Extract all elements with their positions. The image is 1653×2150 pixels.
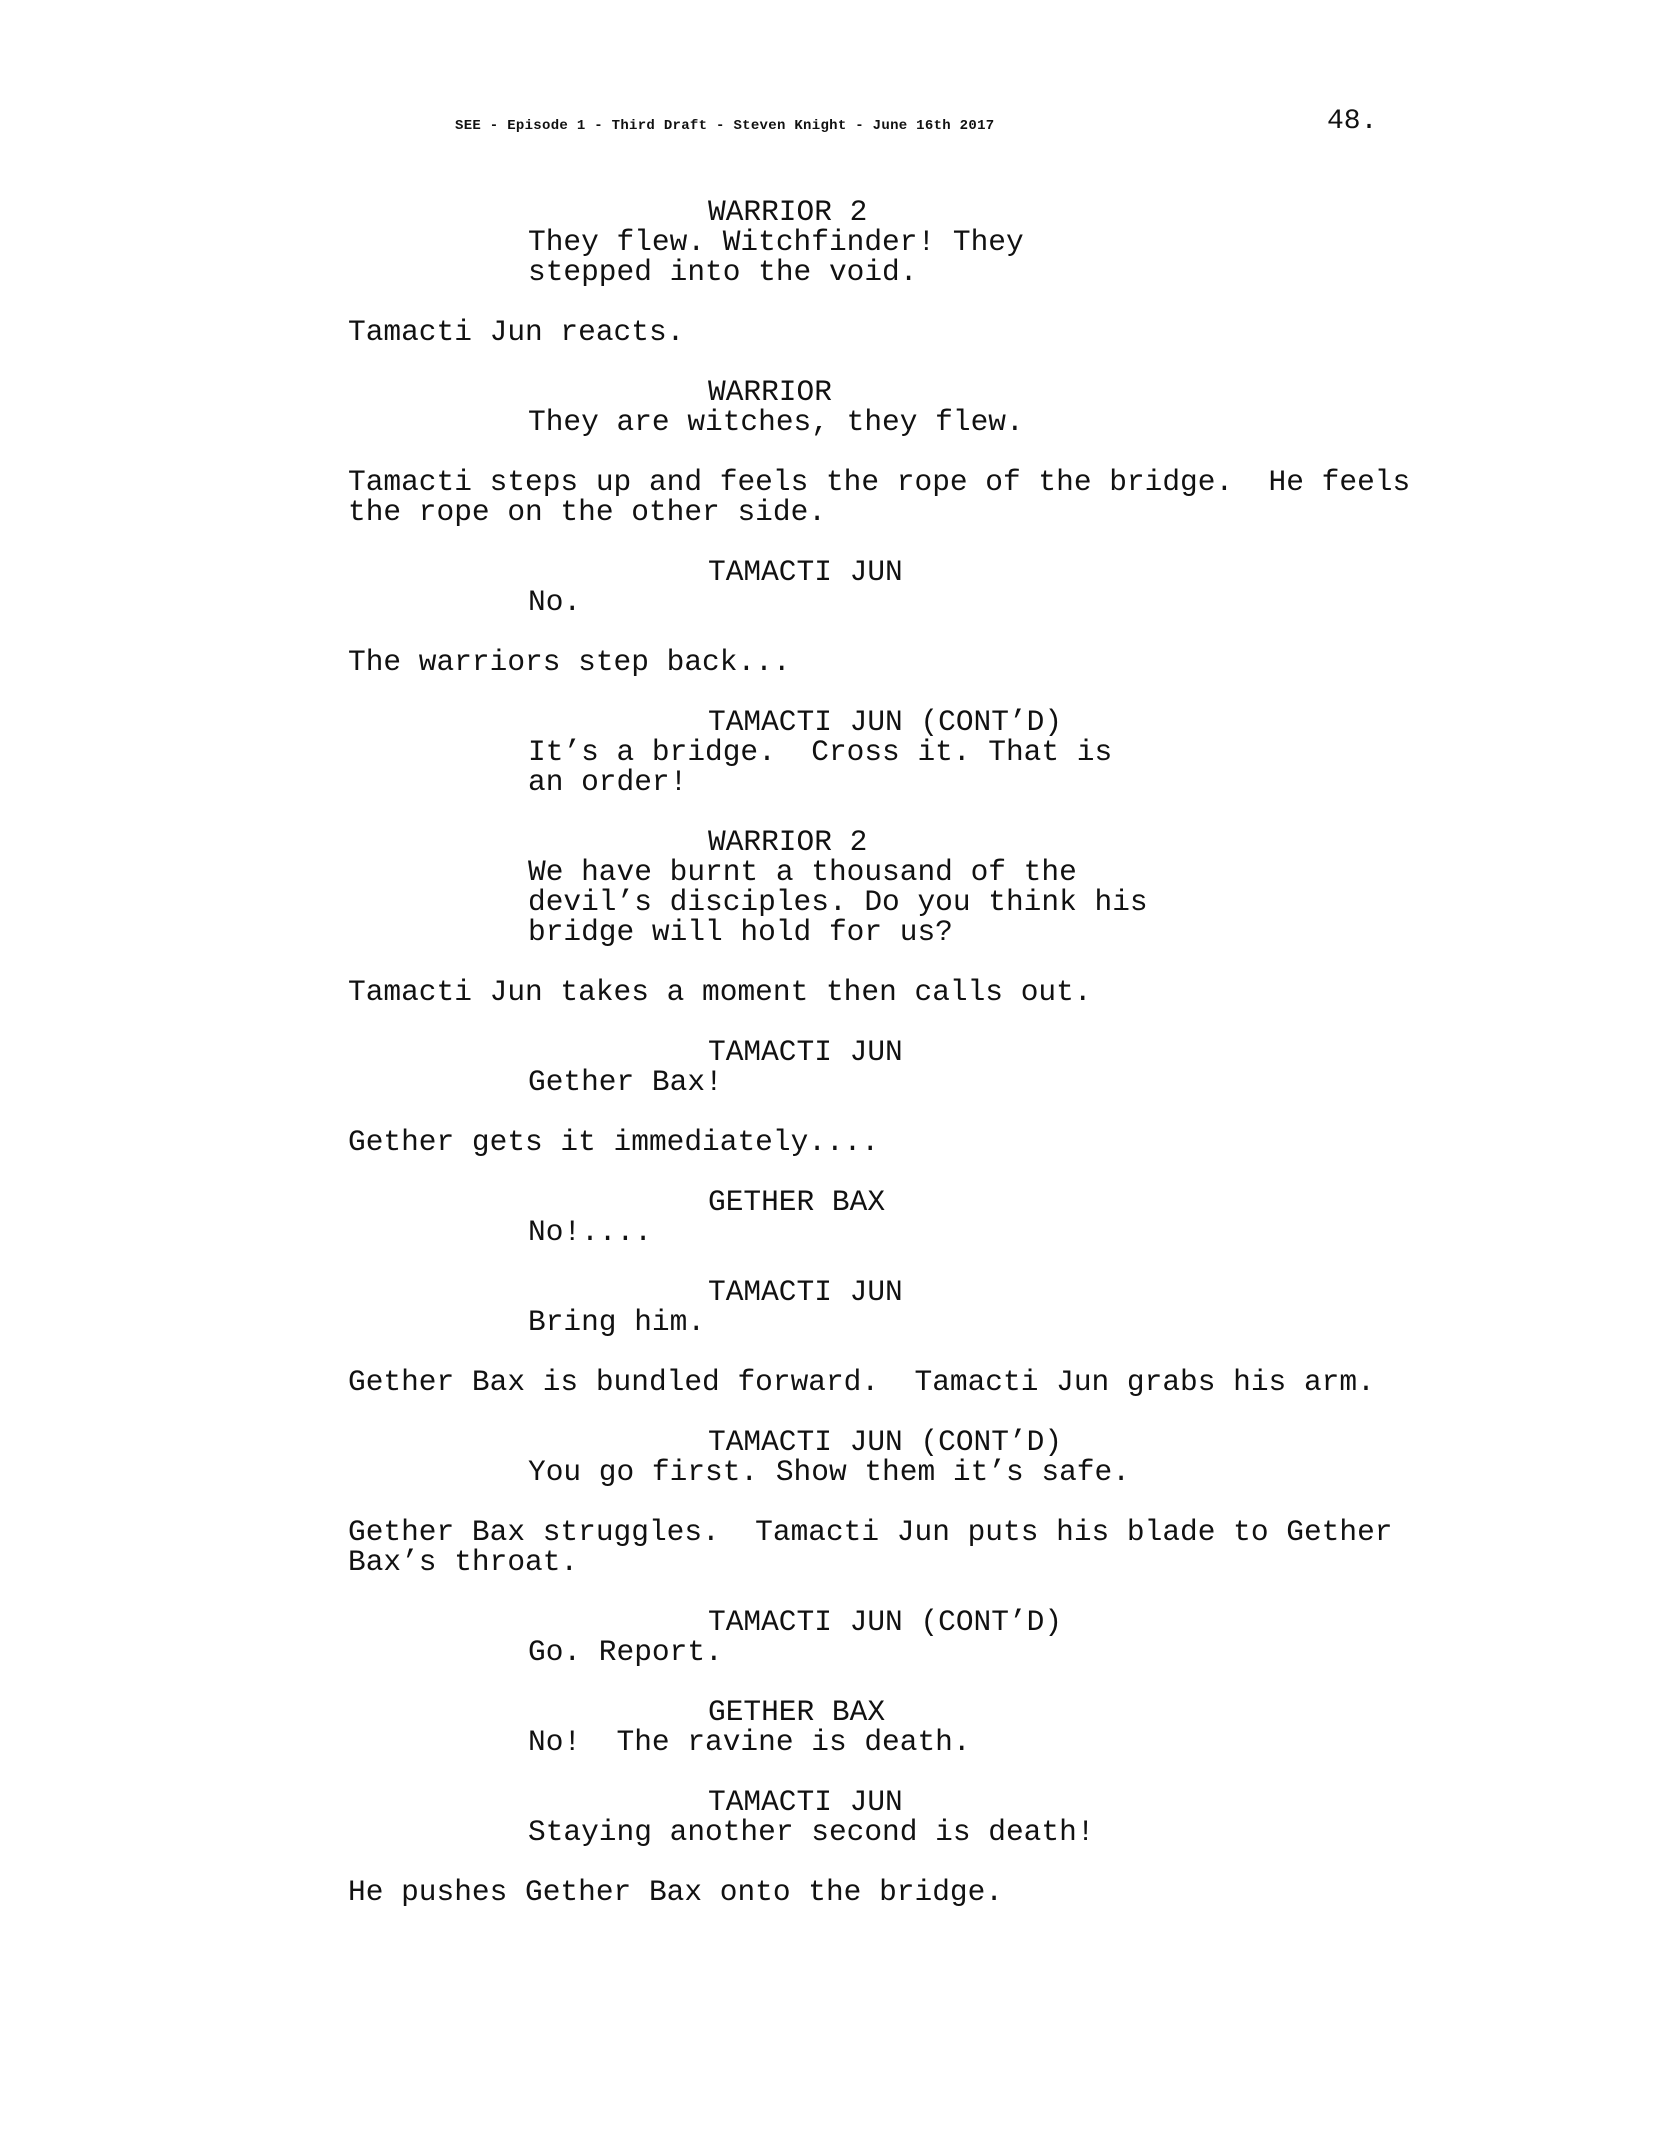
action-line: He pushes Gether Bax onto the bridge. xyxy=(348,1875,1004,1909)
action-line: Gether gets it immediately.... xyxy=(348,1125,880,1159)
character-cue: WARRIOR 2 xyxy=(708,825,868,859)
action-line: Bax’s throat. xyxy=(348,1545,579,1579)
dialogue-line: an order! xyxy=(528,765,688,799)
dialogue-line: Staying another second is death! xyxy=(528,1815,1095,1849)
dialogue-line: No! The ravine is death. xyxy=(528,1725,971,1759)
dialogue-line: No. xyxy=(528,585,582,619)
character-cue: WARRIOR xyxy=(708,375,832,409)
page-number: 48. xyxy=(1327,106,1378,137)
character-cue: TAMACTI JUN (CONT’D) xyxy=(708,1605,1063,1639)
action-line: the rope on the other side. xyxy=(348,495,826,529)
character-cue: TAMACTI JUN xyxy=(708,1275,903,1309)
character-cue: TAMACTI JUN xyxy=(708,1785,903,1819)
character-cue: GETHER BAX xyxy=(708,1185,886,1219)
dialogue-line: Gether Bax! xyxy=(528,1065,723,1099)
dialogue-line: bridge will hold for us? xyxy=(528,915,953,949)
action-line: Tamacti Jun reacts. xyxy=(348,315,685,349)
dialogue-line: No!.... xyxy=(528,1215,652,1249)
dialogue-line: They are witches, they flew. xyxy=(528,405,1024,439)
dialogue-line: devil’s disciples. Do you think his xyxy=(528,885,1148,919)
action-line: The warriors step back... xyxy=(348,645,791,679)
character-cue: TAMACTI JUN xyxy=(708,1035,903,1069)
dialogue-line: You go first. Show them it’s safe. xyxy=(528,1455,1130,1489)
page-header: SEE - Episode 1 - Third Draft - Steven Knight - June 16th 2017 xyxy=(455,118,995,134)
action-line: Gether Bax is bundled forward. Tamacti Jun grabs his arm. xyxy=(348,1365,1375,1399)
character-cue: TAMACTI JUN (CONT’D) xyxy=(708,705,1063,739)
dialogue-line: They flew. Witchfinder! They xyxy=(528,225,1024,259)
dialogue-line: Go. Report. xyxy=(528,1635,723,1669)
action-line: Tamacti Jun takes a moment then calls out. xyxy=(348,975,1092,1009)
dialogue-line: Bring him. xyxy=(528,1305,706,1339)
dialogue-line: stepped into the void. xyxy=(528,255,918,289)
action-line: Tamacti steps up and feels the rope of the bridge. He feels xyxy=(348,465,1411,499)
character-cue: WARRIOR 2 xyxy=(708,195,868,229)
character-cue: GETHER BAX xyxy=(708,1695,886,1729)
character-cue: TAMACTI JUN xyxy=(708,555,903,589)
action-line: Gether Bax struggles. Tamacti Jun puts his blade to Gether xyxy=(348,1515,1393,1549)
dialogue-line: We have burnt a thousand of the xyxy=(528,855,1077,889)
dialogue-line: It’s a bridge. Cross it. That is xyxy=(528,735,1113,769)
character-cue: TAMACTI JUN (CONT’D) xyxy=(708,1425,1063,1459)
